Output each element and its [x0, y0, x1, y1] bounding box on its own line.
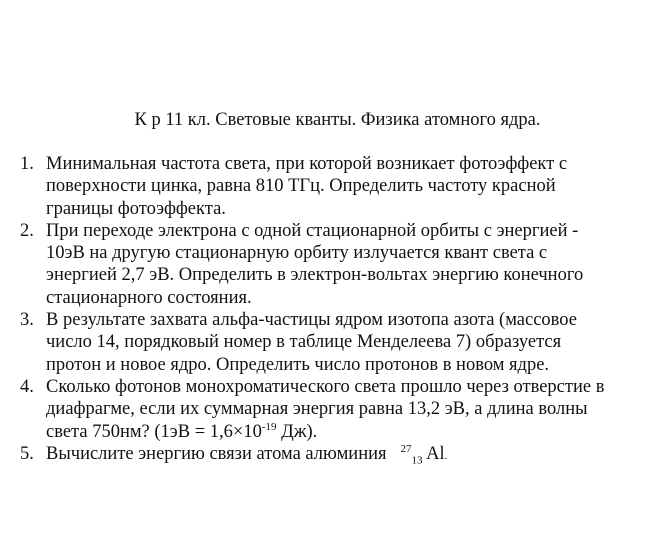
problem-item-5 [20, 443, 650, 468]
problem-text: Вычислите энергию связи атома алюминия [46, 443, 387, 464]
problem-text-line: энергией 2,7 эВ. Определить в электрон-вольтах энергию конечного [46, 265, 584, 286]
formula-prefix: света 750нм? (1эВ = 1,6×10 [46, 421, 262, 442]
problem-text-line: В результате захвата альфа-частицы ядром изотопа азота (массовое [46, 310, 577, 331]
problem-number: 2. [20, 220, 34, 241]
problem-item-1 [20, 153, 650, 220]
problem-item-3 [20, 309, 650, 376]
page-title [0, 109, 657, 131]
problem-text-line: границы фотоэффекта. [46, 198, 226, 219]
problem-text-line: При переходе электрона с одной стационарной орбиты с энергией - [46, 220, 579, 241]
formula-suffix: Дж). [276, 421, 318, 442]
problem-text-line: стационарного состояния. [46, 287, 252, 308]
problem-text-line: Сколько фотонов монохроматического света прошло через отверстие в [46, 376, 605, 397]
problem-number: 3. [20, 310, 34, 331]
problem-text-line: число 14, порядковый номер в таблице Менделеева 7) образуется [46, 332, 562, 353]
trailing-dot: . [444, 450, 448, 462]
problem-text-line: диафрагме, если их суммарная энергия равна 13,2 эВ, а длина волны [46, 399, 588, 420]
problem-item-4 [20, 376, 650, 443]
formula-exponent: -19 [261, 420, 277, 433]
mass-number: 27 [400, 442, 412, 455]
title-text: К р 11 кл. Световые кванты. Физика атомного ядра. [134, 110, 541, 130]
problem-text-line: Минимальная частота света, при которой возникает фотоэффект с [46, 154, 568, 174]
problem-text-line-with-isotope [46, 443, 650, 468]
problem-number: 5. [20, 443, 34, 464]
aluminium-isotope [401, 443, 448, 468]
problem-text-line-with-formula [46, 421, 650, 443]
problem-text-line: протон и новое ядро. Определить число протонов в новом ядре. [46, 354, 550, 375]
problem-text-line: поверхности цинка, равна 810 ТГц. Определить частоту красной [46, 176, 556, 197]
problem-number: 4. [20, 376, 34, 397]
element-symbol: Al [426, 443, 445, 464]
problem-number: 1. [20, 154, 34, 174]
atomic-number: 13 [411, 454, 423, 467]
problem-list [20, 153, 650, 468]
problem-item-2 [20, 220, 650, 309]
problem-text-line: 10эВ на другую стационарную орбиту излучается квант света с [46, 243, 548, 264]
